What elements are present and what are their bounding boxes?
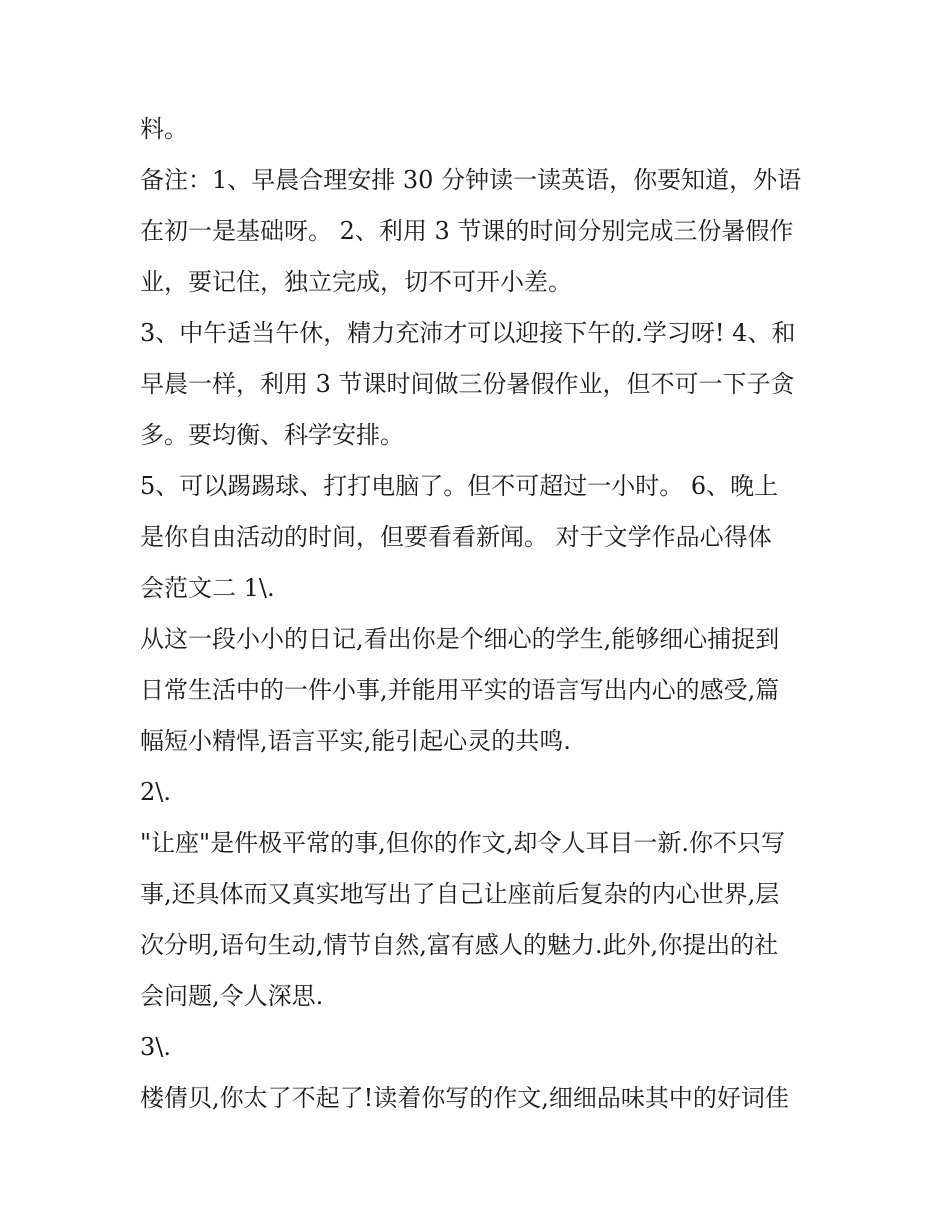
text-line: 备注：1、早晨合理安排 30 分钟读一读英语，你要知道，外语 (140, 166, 802, 194)
text-line: 从这一段小小的日记,看出你是个细心的学生,能够细心捕捉到 (140, 625, 780, 653)
text-line: 在初一是基础呀。 2、利用 3 节课的时间分别完成三份暑假作 (140, 217, 794, 245)
text-line: 会范文二 1\. (140, 574, 275, 602)
text-line: 事,还具体而又真实地写出了自己让座前后复杂的内心世界,层 (140, 880, 780, 908)
text-line: 楼倩贝,你太了不起了!读着你写的作文,细细品味其中的好词佳 (140, 1084, 789, 1112)
text-line: 2\. (140, 778, 171, 806)
text-line: 次分明,语句生动,情节自然,富有感人的魅力.此外,你提出的社 (140, 931, 779, 959)
text-line: 会问题,令人深思. (140, 982, 324, 1010)
text-line: 幅短小精悍,语言平实,能引起心灵的共鸣. (140, 727, 571, 755)
text-line: 早晨一样，利用 3 节课时间做三份暑假作业，但不可一下子贪 (140, 370, 795, 398)
text-line: 业，要记住，独立完成，切不可开小差。 (140, 268, 572, 296)
text-line: 3\. (140, 1033, 171, 1061)
text-line: 多。要均衡、科学安排。 (140, 421, 404, 449)
text-line: 料。 (140, 115, 188, 143)
text-line: 3、中午适当午休，精力充沛才可以迎接下午的.学习呀! 4、和 (140, 319, 796, 347)
text-line: "让座"是件极平常的事,但你的作文,却令人耳目一新.你不只写 (140, 829, 785, 857)
document-body (140, 104, 812, 1124)
text-line: 是你自由活动的时间，但要看看新闻。 对于文学作品心得体 (140, 523, 772, 551)
text-line: 日常生活中的一件小事,并能用平实的语言写出内心的感受,篇 (140, 676, 780, 704)
text-line: 5、可以踢踢球、打打电脑了。但不可超过一小时。 6、晚上 (140, 472, 779, 500)
